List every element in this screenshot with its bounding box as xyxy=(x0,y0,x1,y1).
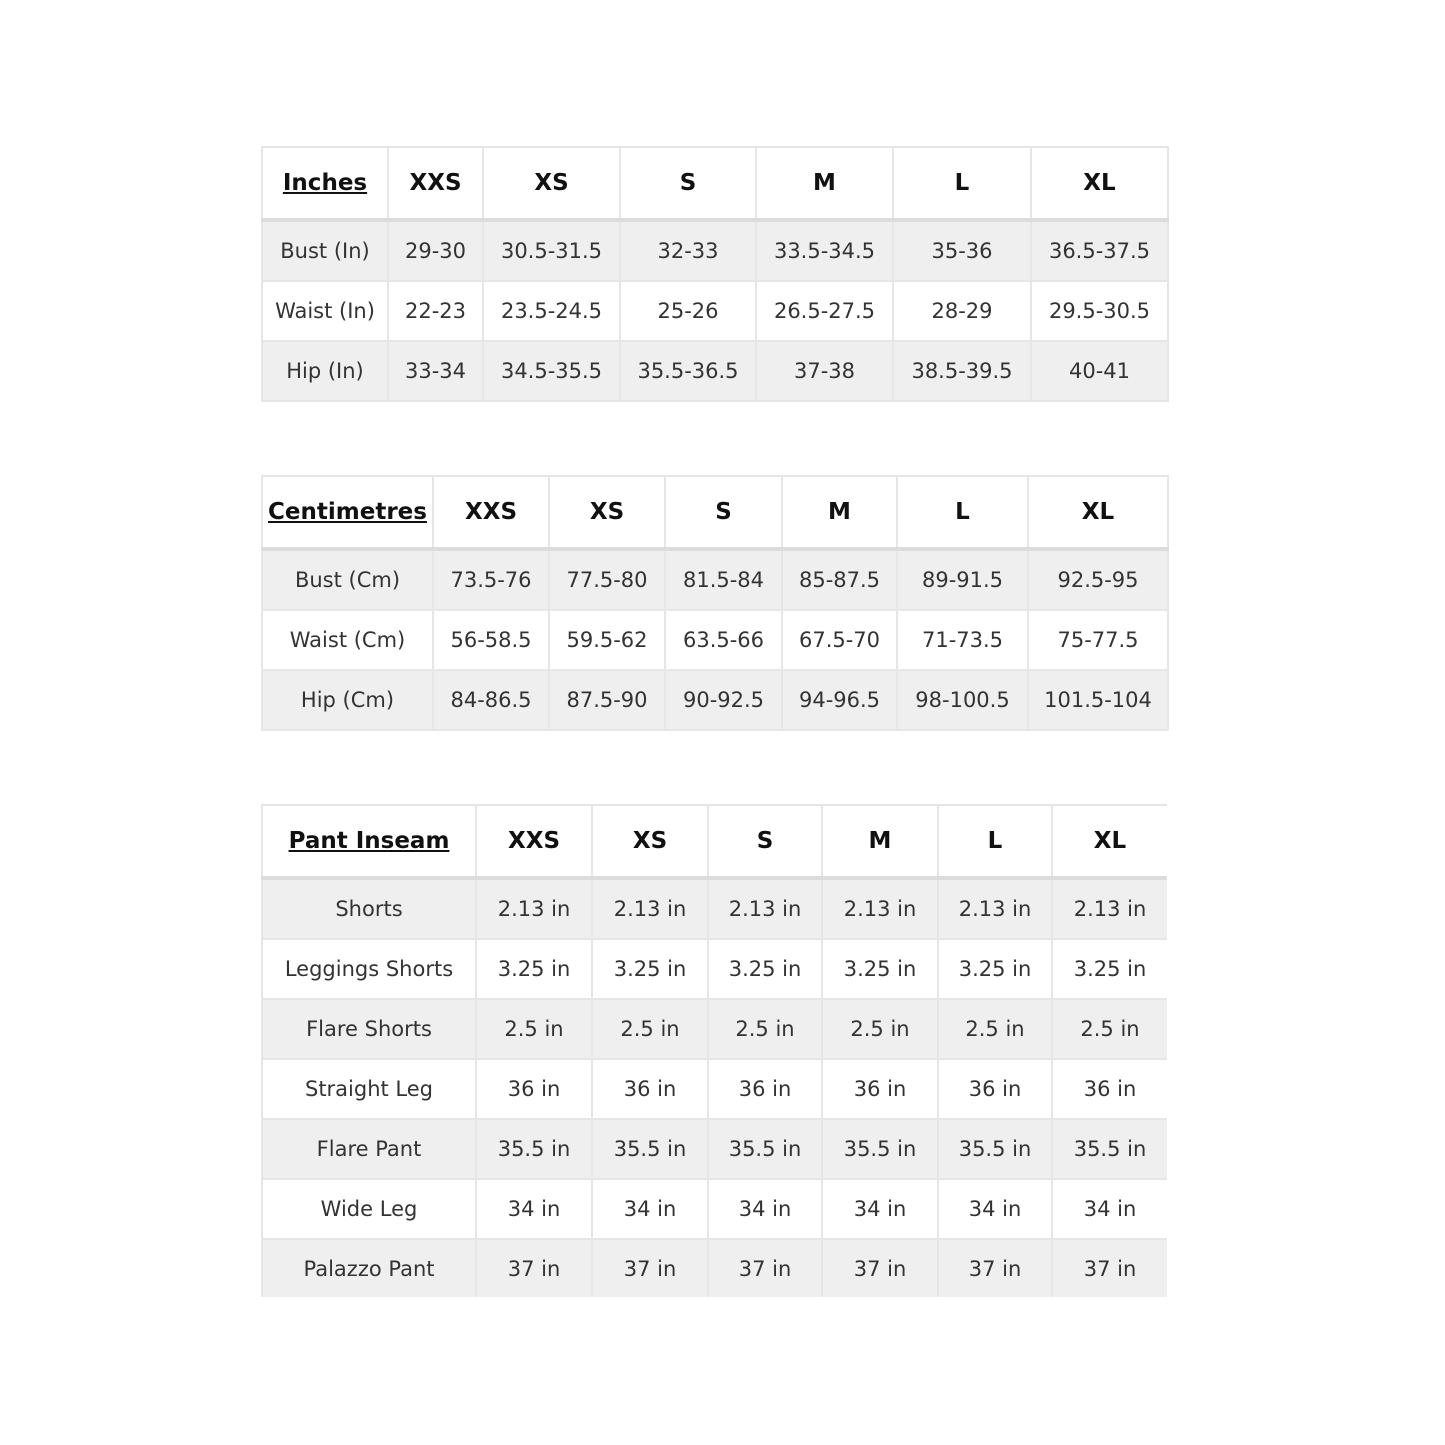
size-header: XL xyxy=(1031,147,1168,220)
row-label: Flare Pant xyxy=(262,1119,476,1179)
table-cell: 23.5-24.5 xyxy=(483,281,620,341)
table-cell: 35.5 in xyxy=(476,1119,592,1179)
table-cell: 3.25 in xyxy=(592,939,708,999)
row-label: Leggings Shorts xyxy=(262,939,476,999)
table-cell: 2.5 in xyxy=(476,999,592,1059)
table-cell: 35.5 in xyxy=(708,1119,822,1179)
table-cell: 3.25 in xyxy=(822,939,938,999)
table-cell: 3.25 in xyxy=(1052,939,1167,999)
table-cell: 36 in xyxy=(476,1059,592,1119)
size-table-inches xyxy=(261,146,1169,402)
table-cell: 85-87.5 xyxy=(782,549,897,610)
table-cell: 3.25 in xyxy=(476,939,592,999)
table-cell: 2.5 in xyxy=(822,999,938,1059)
row-label: Bust (Cm) xyxy=(262,549,433,610)
table-row xyxy=(262,999,1167,1059)
table-cell: 26.5-27.5 xyxy=(756,281,893,341)
size-header: S xyxy=(665,476,782,549)
size-header: XXS xyxy=(388,147,483,220)
row-label: Waist (In) xyxy=(262,281,388,341)
table-cell: 3.25 in xyxy=(938,939,1052,999)
row-label: Waist (Cm) xyxy=(262,610,433,670)
table-cell: 2.13 in xyxy=(938,878,1052,939)
size-header: XS xyxy=(549,476,665,549)
table-row xyxy=(262,281,1168,341)
row-label: Shorts xyxy=(262,878,476,939)
table-cell: 34 in xyxy=(708,1179,822,1239)
table-cell: 36 in xyxy=(592,1059,708,1119)
table-cell: 37 in xyxy=(938,1239,1052,1297)
header-row xyxy=(262,147,1168,220)
table-cell: 35.5 in xyxy=(938,1119,1052,1179)
table-cell: 35.5 in xyxy=(822,1119,938,1179)
unit-header: Centimetres xyxy=(262,476,433,549)
table-cell: 75-77.5 xyxy=(1028,610,1168,670)
table-row xyxy=(262,1119,1167,1179)
table-cell: 34 in xyxy=(592,1179,708,1239)
table-cell: 90-92.5 xyxy=(665,670,782,730)
row-label: Straight Leg xyxy=(262,1059,476,1119)
table-cell: 37 in xyxy=(1052,1239,1167,1297)
table-cell: 87.5-90 xyxy=(549,670,665,730)
table-cell: 84-86.5 xyxy=(433,670,549,730)
table-row xyxy=(262,549,1168,610)
size-header: XS xyxy=(483,147,620,220)
table-cell: 34 in xyxy=(1052,1179,1167,1239)
row-label: Flare Shorts xyxy=(262,999,476,1059)
table-cell: 56-58.5 xyxy=(433,610,549,670)
size-header: S xyxy=(708,805,822,878)
header-row xyxy=(262,476,1168,549)
row-label: Hip (In) xyxy=(262,341,388,401)
table-cell: 37 in xyxy=(592,1239,708,1297)
inseam-table-container xyxy=(261,804,1167,1297)
size-header: S xyxy=(620,147,756,220)
size-header: L xyxy=(897,476,1028,549)
size-header: M xyxy=(782,476,897,549)
table-cell: 59.5-62 xyxy=(549,610,665,670)
table-row xyxy=(262,341,1168,401)
table-row xyxy=(262,1179,1167,1239)
table-row xyxy=(262,939,1167,999)
table-cell: 25-26 xyxy=(620,281,756,341)
table-cell: 2.13 in xyxy=(708,878,822,939)
table-cell: 40-41 xyxy=(1031,341,1168,401)
table-cell: 37 in xyxy=(708,1239,822,1297)
size-header: XXS xyxy=(476,805,592,878)
table-cell: 2.13 in xyxy=(822,878,938,939)
size-table-pant-inseam xyxy=(261,804,1167,1297)
table-cell: 3.25 in xyxy=(708,939,822,999)
row-label: Palazzo Pant xyxy=(262,1239,476,1297)
table-cell: 29.5-30.5 xyxy=(1031,281,1168,341)
table-cell: 34 in xyxy=(822,1179,938,1239)
table-cell: 2.13 in xyxy=(476,878,592,939)
size-header: L xyxy=(893,147,1031,220)
table-cell: 37-38 xyxy=(756,341,893,401)
table-cell: 101.5-104 xyxy=(1028,670,1168,730)
size-header: XS xyxy=(592,805,708,878)
table-row xyxy=(262,1059,1167,1119)
table-cell: 63.5-66 xyxy=(665,610,782,670)
table-row xyxy=(262,220,1168,281)
table-cell: 33-34 xyxy=(388,341,483,401)
table-cell: 30.5-31.5 xyxy=(483,220,620,281)
table-cell: 34 in xyxy=(476,1179,592,1239)
row-label: Bust (In) xyxy=(262,220,388,281)
size-header: L xyxy=(938,805,1052,878)
table-cell: 36 in xyxy=(708,1059,822,1119)
table-cell: 38.5-39.5 xyxy=(893,341,1031,401)
row-label: Wide Leg xyxy=(262,1179,476,1239)
size-header: XXS xyxy=(433,476,549,549)
table-cell: 22-23 xyxy=(388,281,483,341)
table-cell: 67.5-70 xyxy=(782,610,897,670)
table-cell: 92.5-95 xyxy=(1028,549,1168,610)
table-cell: 35.5 in xyxy=(592,1119,708,1179)
table-cell: 94-96.5 xyxy=(782,670,897,730)
table-row xyxy=(262,610,1168,670)
table-cell: 28-29 xyxy=(893,281,1031,341)
size-header: XL xyxy=(1052,805,1167,878)
table-cell: 34.5-35.5 xyxy=(483,341,620,401)
table-cell: 35.5-36.5 xyxy=(620,341,756,401)
table-cell: 2.5 in xyxy=(1052,999,1167,1059)
header-row xyxy=(262,805,1167,878)
table-cell: 34 in xyxy=(938,1179,1052,1239)
table-row xyxy=(262,1239,1167,1297)
table-cell: 81.5-84 xyxy=(665,549,782,610)
table-cell: 2.13 in xyxy=(592,878,708,939)
table-row xyxy=(262,670,1168,730)
table-cell: 2.5 in xyxy=(938,999,1052,1059)
table-cell: 36.5-37.5 xyxy=(1031,220,1168,281)
table-cell: 32-33 xyxy=(620,220,756,281)
table-cell: 37 in xyxy=(476,1239,592,1297)
table-cell: 29-30 xyxy=(388,220,483,281)
table-cell: 77.5-80 xyxy=(549,549,665,610)
table-cell: 35.5 in xyxy=(1052,1119,1167,1179)
table-cell: 89-91.5 xyxy=(897,549,1028,610)
row-label: Hip (Cm) xyxy=(262,670,433,730)
table-cell: 33.5-34.5 xyxy=(756,220,893,281)
table-cell: 73.5-76 xyxy=(433,549,549,610)
table-cell: 2.5 in xyxy=(592,999,708,1059)
size-header: M xyxy=(822,805,938,878)
table-cell: 35-36 xyxy=(893,220,1031,281)
table-cell: 2.5 in xyxy=(708,999,822,1059)
table-cell: 36 in xyxy=(1052,1059,1167,1119)
table-cell: 71-73.5 xyxy=(897,610,1028,670)
size-table-centimetres xyxy=(261,475,1169,731)
size-header: XL xyxy=(1028,476,1168,549)
unit-header: Inches xyxy=(262,147,388,220)
table-cell: 37 in xyxy=(822,1239,938,1297)
table-cell: 98-100.5 xyxy=(897,670,1028,730)
table-cell: 2.13 in xyxy=(1052,878,1167,939)
table-cell: 36 in xyxy=(938,1059,1052,1119)
table-row xyxy=(262,878,1167,939)
size-header: M xyxy=(756,147,893,220)
unit-header: Pant Inseam xyxy=(262,805,476,878)
table-cell: 36 in xyxy=(822,1059,938,1119)
